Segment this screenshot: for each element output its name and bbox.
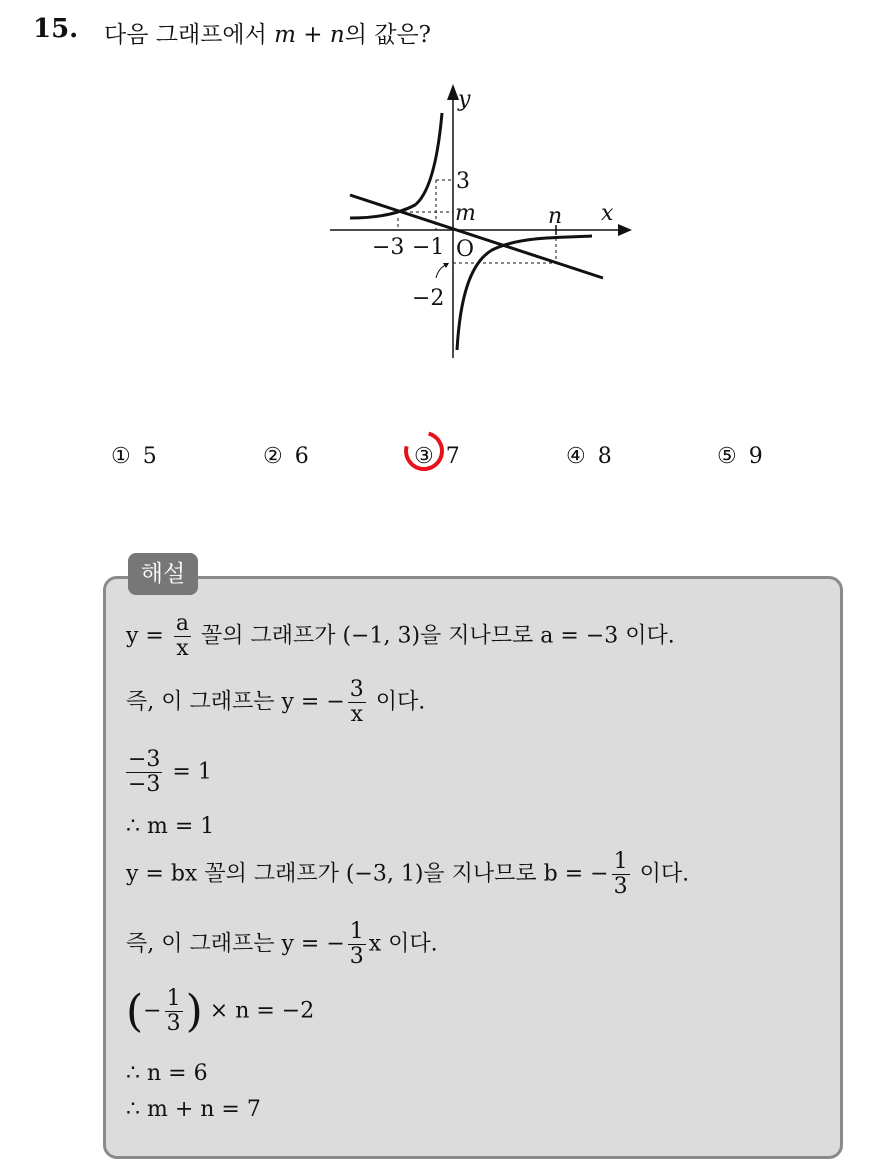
solution-line-8: ∴ n = 6 (126, 1061, 208, 1086)
y-axis-label: y (458, 87, 471, 112)
x-axis-label: x (601, 201, 614, 226)
solution-line-6: 즉, 이 그래프는 y = − $\frac{1}{3}$ x 이다. (126, 919, 438, 969)
label-m: m (455, 201, 476, 226)
solution-line-7: (− $\frac{1}{3}$ ) × n = −2 (126, 986, 315, 1037)
solution-line-2: 즉, 이 그래프는 y = − $\frac{3}{x}$ 이다. (126, 677, 426, 727)
solution-line-3: $\frac{-3}{-3}$ = 1 (128, 747, 212, 797)
tick-label-3: 3 (456, 169, 470, 194)
choice-4[interactable]: ④ 8 (566, 444, 612, 469)
solution-line-5: y = bx 꼴의 그래프가 (−3, 1)을 지나므로 b = − $\frac{1}{3}$ 이다. (126, 849, 690, 899)
tick-label-neg1: −1 (412, 235, 445, 260)
function-graph (320, 78, 650, 363)
solution-line-9: ∴ m + n = 7 (126, 1097, 261, 1122)
solution-line-4: ∴ m = 1 (126, 814, 215, 839)
choice-5[interactable]: ⑤ 9 (717, 444, 763, 469)
question-number: 15. (33, 14, 79, 44)
tick-label-neg2: −2 (412, 286, 445, 311)
choice-1[interactable]: ① 5 (111, 444, 157, 469)
answer-circle-mark (397, 424, 452, 479)
hyperbola-branch-upper-left (350, 113, 442, 218)
x-axis-arrow (618, 224, 632, 236)
tick-label-neg3: −3 (372, 235, 405, 260)
solution-line-1: y = $\frac{a}{x}$ 꼴의 그래프가 (−1, 3)을 지나므로 a = −3 이다. (126, 611, 675, 661)
choice-2[interactable]: ② 6 (263, 444, 309, 469)
choice-3[interactable]: ③ 7 (414, 444, 460, 469)
question-text: 다음 그래프에서 m + n의 값은? (104, 22, 431, 48)
label-n: n (548, 204, 563, 229)
solution-tag: 해설 (128, 553, 198, 595)
origin-label: O (456, 237, 475, 262)
